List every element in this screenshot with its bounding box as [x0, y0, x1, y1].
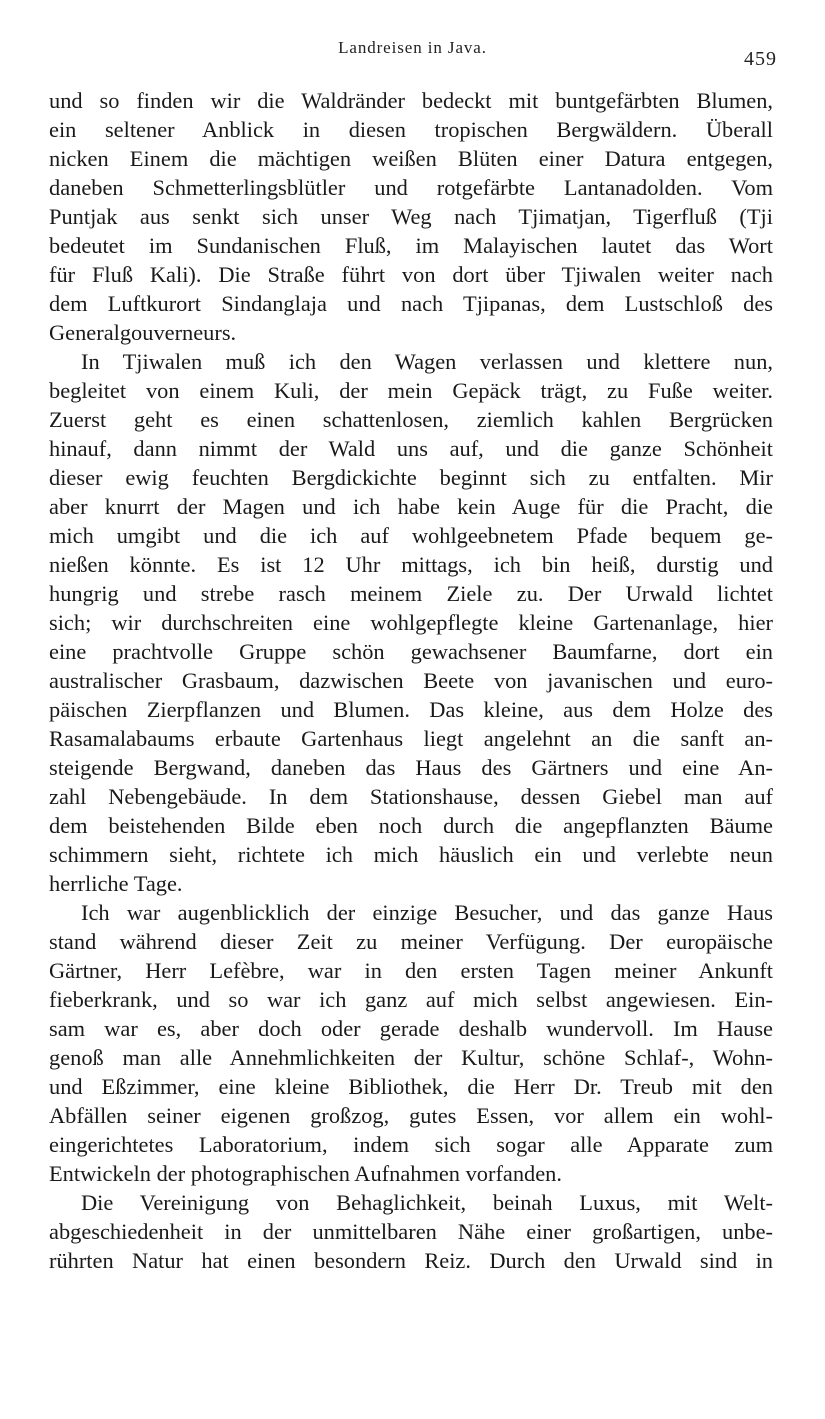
text-line: stand während dieser Zeit zu meiner Verfügung. Der europäische	[49, 929, 773, 954]
text-line: steigende Bergwand, daneben das Haus des Gärtners und eine An-	[49, 755, 773, 780]
text-line: ein seltener Anblick in diesen tropischen Bergwäldern. Überall	[49, 117, 773, 142]
text-line: begleitet von einem Kuli, der mein Gepäck trägt, zu Fuße weiter.	[49, 378, 773, 403]
text-line: für Fluß Kali). Die Straße führt von dort über Tjiwalen weiter nach	[49, 262, 773, 287]
text-line: Puntjak aus senkt sich unser Weg nach Tjimatjan, Tigerfluß (Tji	[49, 204, 773, 229]
text-line: genoß man alle Annehmlichkeiten der Kultur, schöne Schlaf-, Wohn-	[49, 1045, 773, 1070]
text-line: schimmern sieht, richtete ich mich häuslich ein und verlebte neun	[49, 842, 773, 867]
page-number: 459	[744, 48, 777, 70]
text-line: aber knurrt der Magen und ich habe kein Auge für die Pracht, die	[49, 494, 773, 519]
text-line: Rasamalabaums erbaute Gartenhaus liegt angelehnt an die sanft an-	[49, 726, 773, 751]
text-line: dem Luftkurort Sindanglaja und nach Tjipanas, dem Lustschloß des	[49, 291, 773, 316]
paragraph-2	[49, 347, 773, 898]
text-line: In Tjiwalen muß ich den Wagen verlassen und klettere nun,	[81, 349, 773, 374]
text-line: und Eßzimmer, eine kleine Bibliothek, die Herr Dr. Treub mit den	[49, 1074, 773, 1099]
text-line: sich; wir durchschreiten eine wohlgepflegte kleine Gartenanlage, hier	[49, 610, 773, 635]
text-line: mich umgibt und die ich auf wohlgeebnetem Pfade bequem ge-	[49, 523, 773, 548]
text-line: päischen Zierpflanzen und Blumen. Das kleine, aus dem Holze des	[49, 697, 773, 722]
text-line: dieser ewig feuchten Bergdickichte beginnt sich zu entfalten. Mir	[49, 465, 773, 490]
text-line: australischer Grasbaum, dazwischen Beete von javanischen und euro-	[49, 668, 773, 693]
text-line: Die Vereinigung von Behaglichkeit, beinah Luxus, mit Welt-	[81, 1190, 773, 1215]
body-text	[49, 86, 773, 1275]
text-line: Ich war augenblicklich der einzige Besucher, und das ganze Haus	[81, 900, 773, 925]
paragraph-4	[49, 1188, 773, 1275]
text-line: und so finden wir die Waldränder bedeckt mit buntgefärbten Blumen,	[49, 88, 773, 113]
text-line: rührten Natur hat einen besondern Reiz. Durch den Urwald sind in	[49, 1248, 773, 1273]
paragraph-3	[49, 898, 773, 1188]
text-line: Abfällen seiner eigenen großzog, gutes Essen, vor allem ein wohl-	[49, 1103, 773, 1128]
text-line: daneben Schmetterlingsblütler und rotgefärbte Lantanadolden. Vom	[49, 175, 773, 200]
text-line: eine prachtvolle Gruppe schön gewachsener Baumfarne, dort ein	[49, 639, 773, 664]
text-line: bedeutet im Sundanischen Fluß, im Malayischen lautet das Wort	[49, 233, 773, 258]
text-line: Generalgouverneurs.	[49, 320, 237, 345]
text-line: eingerichtetes Laboratorium, indem sich sogar alle Apparate zum	[49, 1132, 773, 1157]
text-line: abgeschiedenheit in der unmittelbaren Nähe einer großartigen, unbe-	[49, 1219, 773, 1244]
text-line: Entwickeln der photographischen Aufnahmen vorfanden.	[49, 1161, 562, 1186]
text-line: zahl Nebengebäude. In dem Stationshause, dessen Giebel man auf	[49, 784, 773, 809]
text-line: herrliche Tage.	[49, 871, 183, 896]
running-title: Landreisen in Java.	[338, 38, 487, 57]
text-line: hungrig und strebe rasch meinem Ziele zu. Der Urwald lichtet	[49, 581, 773, 606]
text-line: fieberkrank, und so war ich ganz auf mich selbst angewiesen. Ein-	[49, 987, 773, 1012]
paragraph-1	[49, 86, 773, 347]
text-line: Zuerst geht es einen schattenlosen, ziemlich kahlen Bergrücken	[49, 407, 773, 432]
text-line: sam war es, aber doch oder gerade deshalb wundervoll. Im Hause	[49, 1016, 773, 1041]
text-line: Gärtner, Herr Lefèbre, war in den ersten Tagen meiner Ankunft	[49, 958, 773, 983]
text-line: nießen könnte. Es ist 12 Uhr mittags, ich bin heiß, durstig und	[49, 552, 773, 577]
text-line: nicken Einem die mächtigen weißen Blüten einer Datura entgegen,	[49, 146, 773, 171]
text-line: dem beistehenden Bilde eben noch durch die angepflanzten Bäume	[49, 813, 773, 838]
text-line: hinauf, dann nimmt der Wald uns auf, und die ganze Schönheit	[49, 436, 773, 461]
